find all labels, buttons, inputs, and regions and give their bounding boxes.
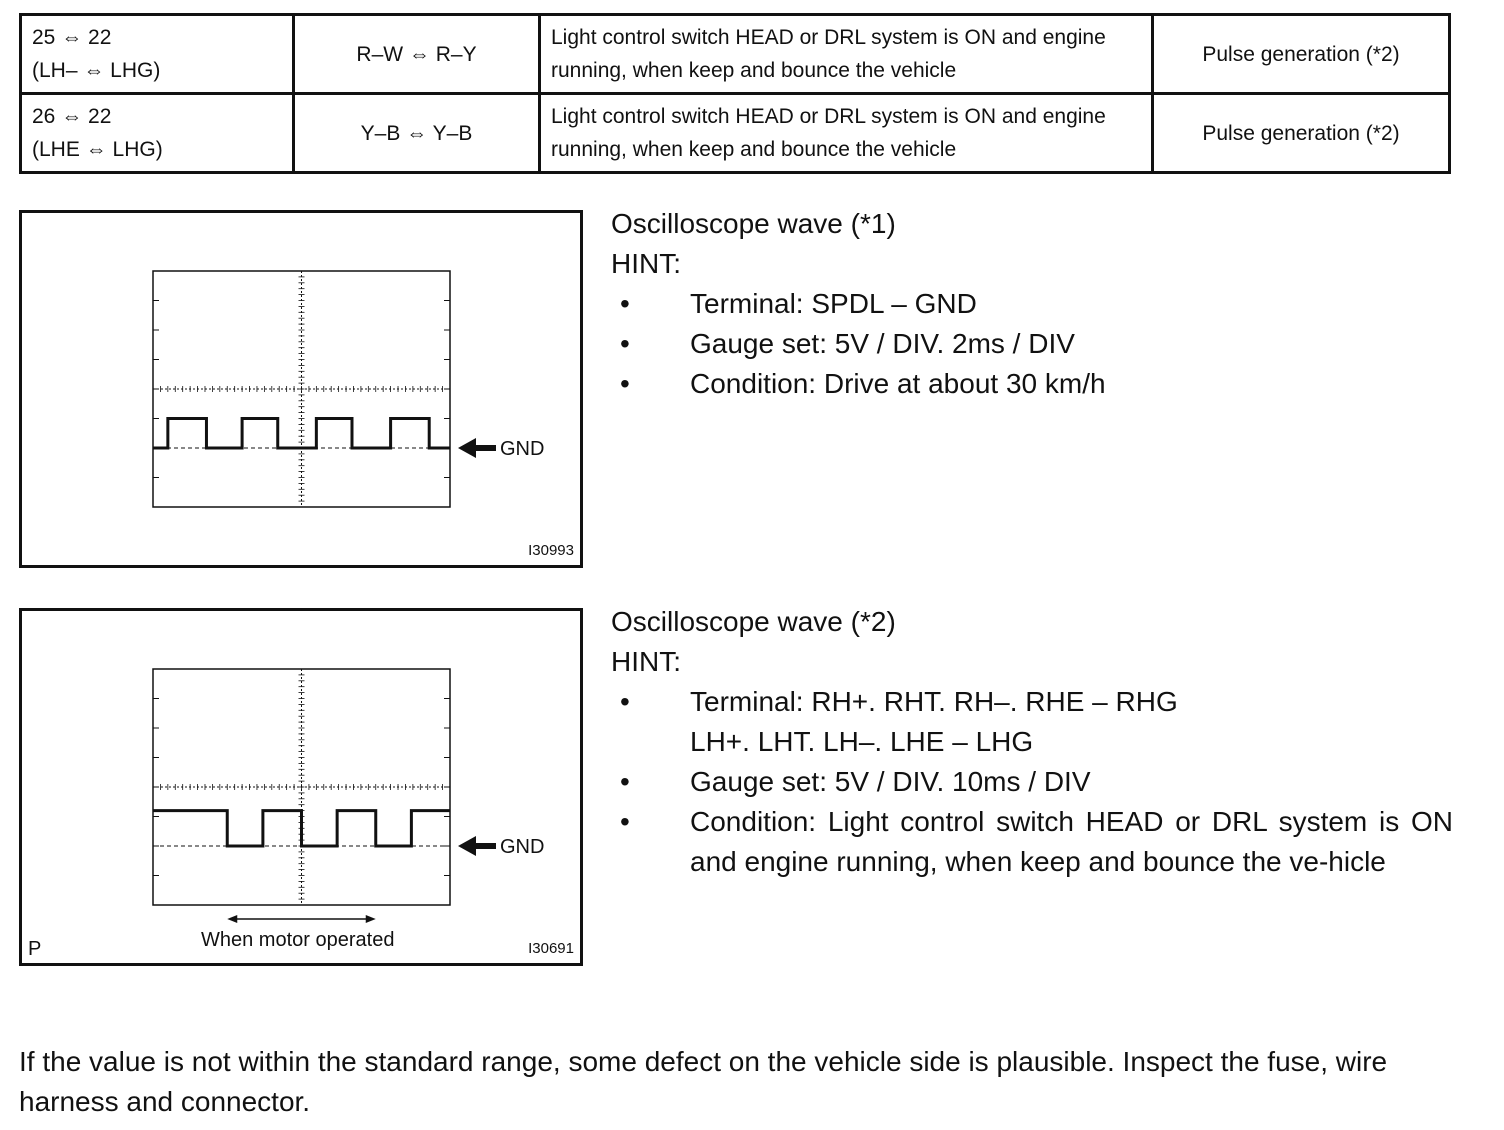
spec-cell: Pulse generation (*2) [1153, 94, 1450, 173]
bullet-icon: • [620, 368, 630, 399]
list-item [611, 324, 1453, 364]
wire-color-cell: Y–B ⇔ Y–B [294, 94, 540, 173]
corner-letter: P [28, 938, 42, 960]
list-item [611, 762, 1453, 802]
terminal-text: Terminal: SPDL – GND [690, 288, 977, 319]
arrow-left-icon [458, 836, 476, 856]
figure-id: I30993 [528, 542, 574, 559]
spec-cell: Pulse generation (*2) [1153, 15, 1450, 94]
terminal-names: (LHE ⇔ LHG) [32, 138, 163, 161]
arrow-shaft [474, 843, 496, 849]
arrow-left-icon [458, 438, 476, 458]
bullet-icon: • [620, 766, 630, 797]
hint-list [611, 682, 1453, 882]
terminal-cell [21, 15, 294, 94]
hint-list [611, 284, 1453, 404]
bullet-icon: • [620, 288, 630, 319]
terminal-table [19, 13, 1451, 174]
motor-operated-label: When motor operated [201, 929, 395, 951]
hint-block-1 [611, 204, 1453, 404]
terminal-names: (LH– ⇔ LHG) [32, 59, 161, 82]
gnd-label: GND [500, 836, 545, 858]
table-row [21, 94, 1450, 173]
figure-id: I30691 [528, 940, 574, 957]
bullet-icon: • [620, 686, 630, 717]
hint-label: HINT: [611, 646, 681, 677]
footer-note: If the value is not within the standard range, some defect on the vehicle side is plausible. Inspect the fuse, wire harness and connector. [19, 1046, 1388, 1117]
arrow-shaft [474, 445, 496, 451]
terminal-text-cont: LH+. LHT. LH–. LHE – LHG [690, 726, 1034, 757]
oscilloscope-wave-1 [22, 213, 580, 565]
condition-cell: Light control switch HEAD or DRL system is ON and engine running, when keep and bounce the vehicle [540, 15, 1153, 94]
terminal-text: Terminal: RH+. RHT. RH–. RHE – RHG [690, 686, 1178, 717]
list-item [611, 682, 1453, 762]
arrow-right-icon [366, 915, 376, 923]
oscilloscope-figure-2 [19, 608, 583, 966]
bullet-icon: • [620, 806, 630, 837]
oscilloscope-figure-1 [19, 210, 583, 568]
condition-text: Condition: Light control switch HEAD or DRL system is ON and engine running, when keep and bounce the ve-hicle [690, 806, 1453, 877]
hint-block-2 [611, 602, 1453, 882]
wave-title: Oscilloscope wave (*1) [611, 208, 896, 239]
oscilloscope-wave-2 [22, 611, 580, 963]
condition-text: Condition: Drive at about 30 km/h [690, 368, 1106, 399]
table-row [21, 15, 1450, 94]
bullet-icon: • [620, 328, 630, 359]
list-item [611, 802, 1453, 882]
list-item [611, 364, 1453, 404]
waveform-trace [153, 811, 450, 846]
gauge-text: Gauge set: 5V / DIV. 10ms / DIV [690, 766, 1091, 797]
wire-color-cell: R–W ⇔ R–Y [294, 15, 540, 94]
condition-cell: Light control switch HEAD or DRL system is ON and engine running, when keep and bounce the vehicle [540, 94, 1153, 173]
wave-title: Oscilloscope wave (*2) [611, 606, 896, 637]
gnd-label: GND [500, 438, 545, 460]
terminal-pins: 25 ⇔ 22 [32, 26, 112, 49]
list-item [611, 284, 1453, 324]
terminal-pins: 26 ⇔ 22 [32, 105, 112, 128]
hint-label: HINT: [611, 248, 681, 279]
gauge-text: Gauge set: 5V / DIV. 2ms / DIV [690, 328, 1075, 359]
arrow-left-icon [227, 915, 237, 923]
terminal-cell [21, 94, 294, 173]
